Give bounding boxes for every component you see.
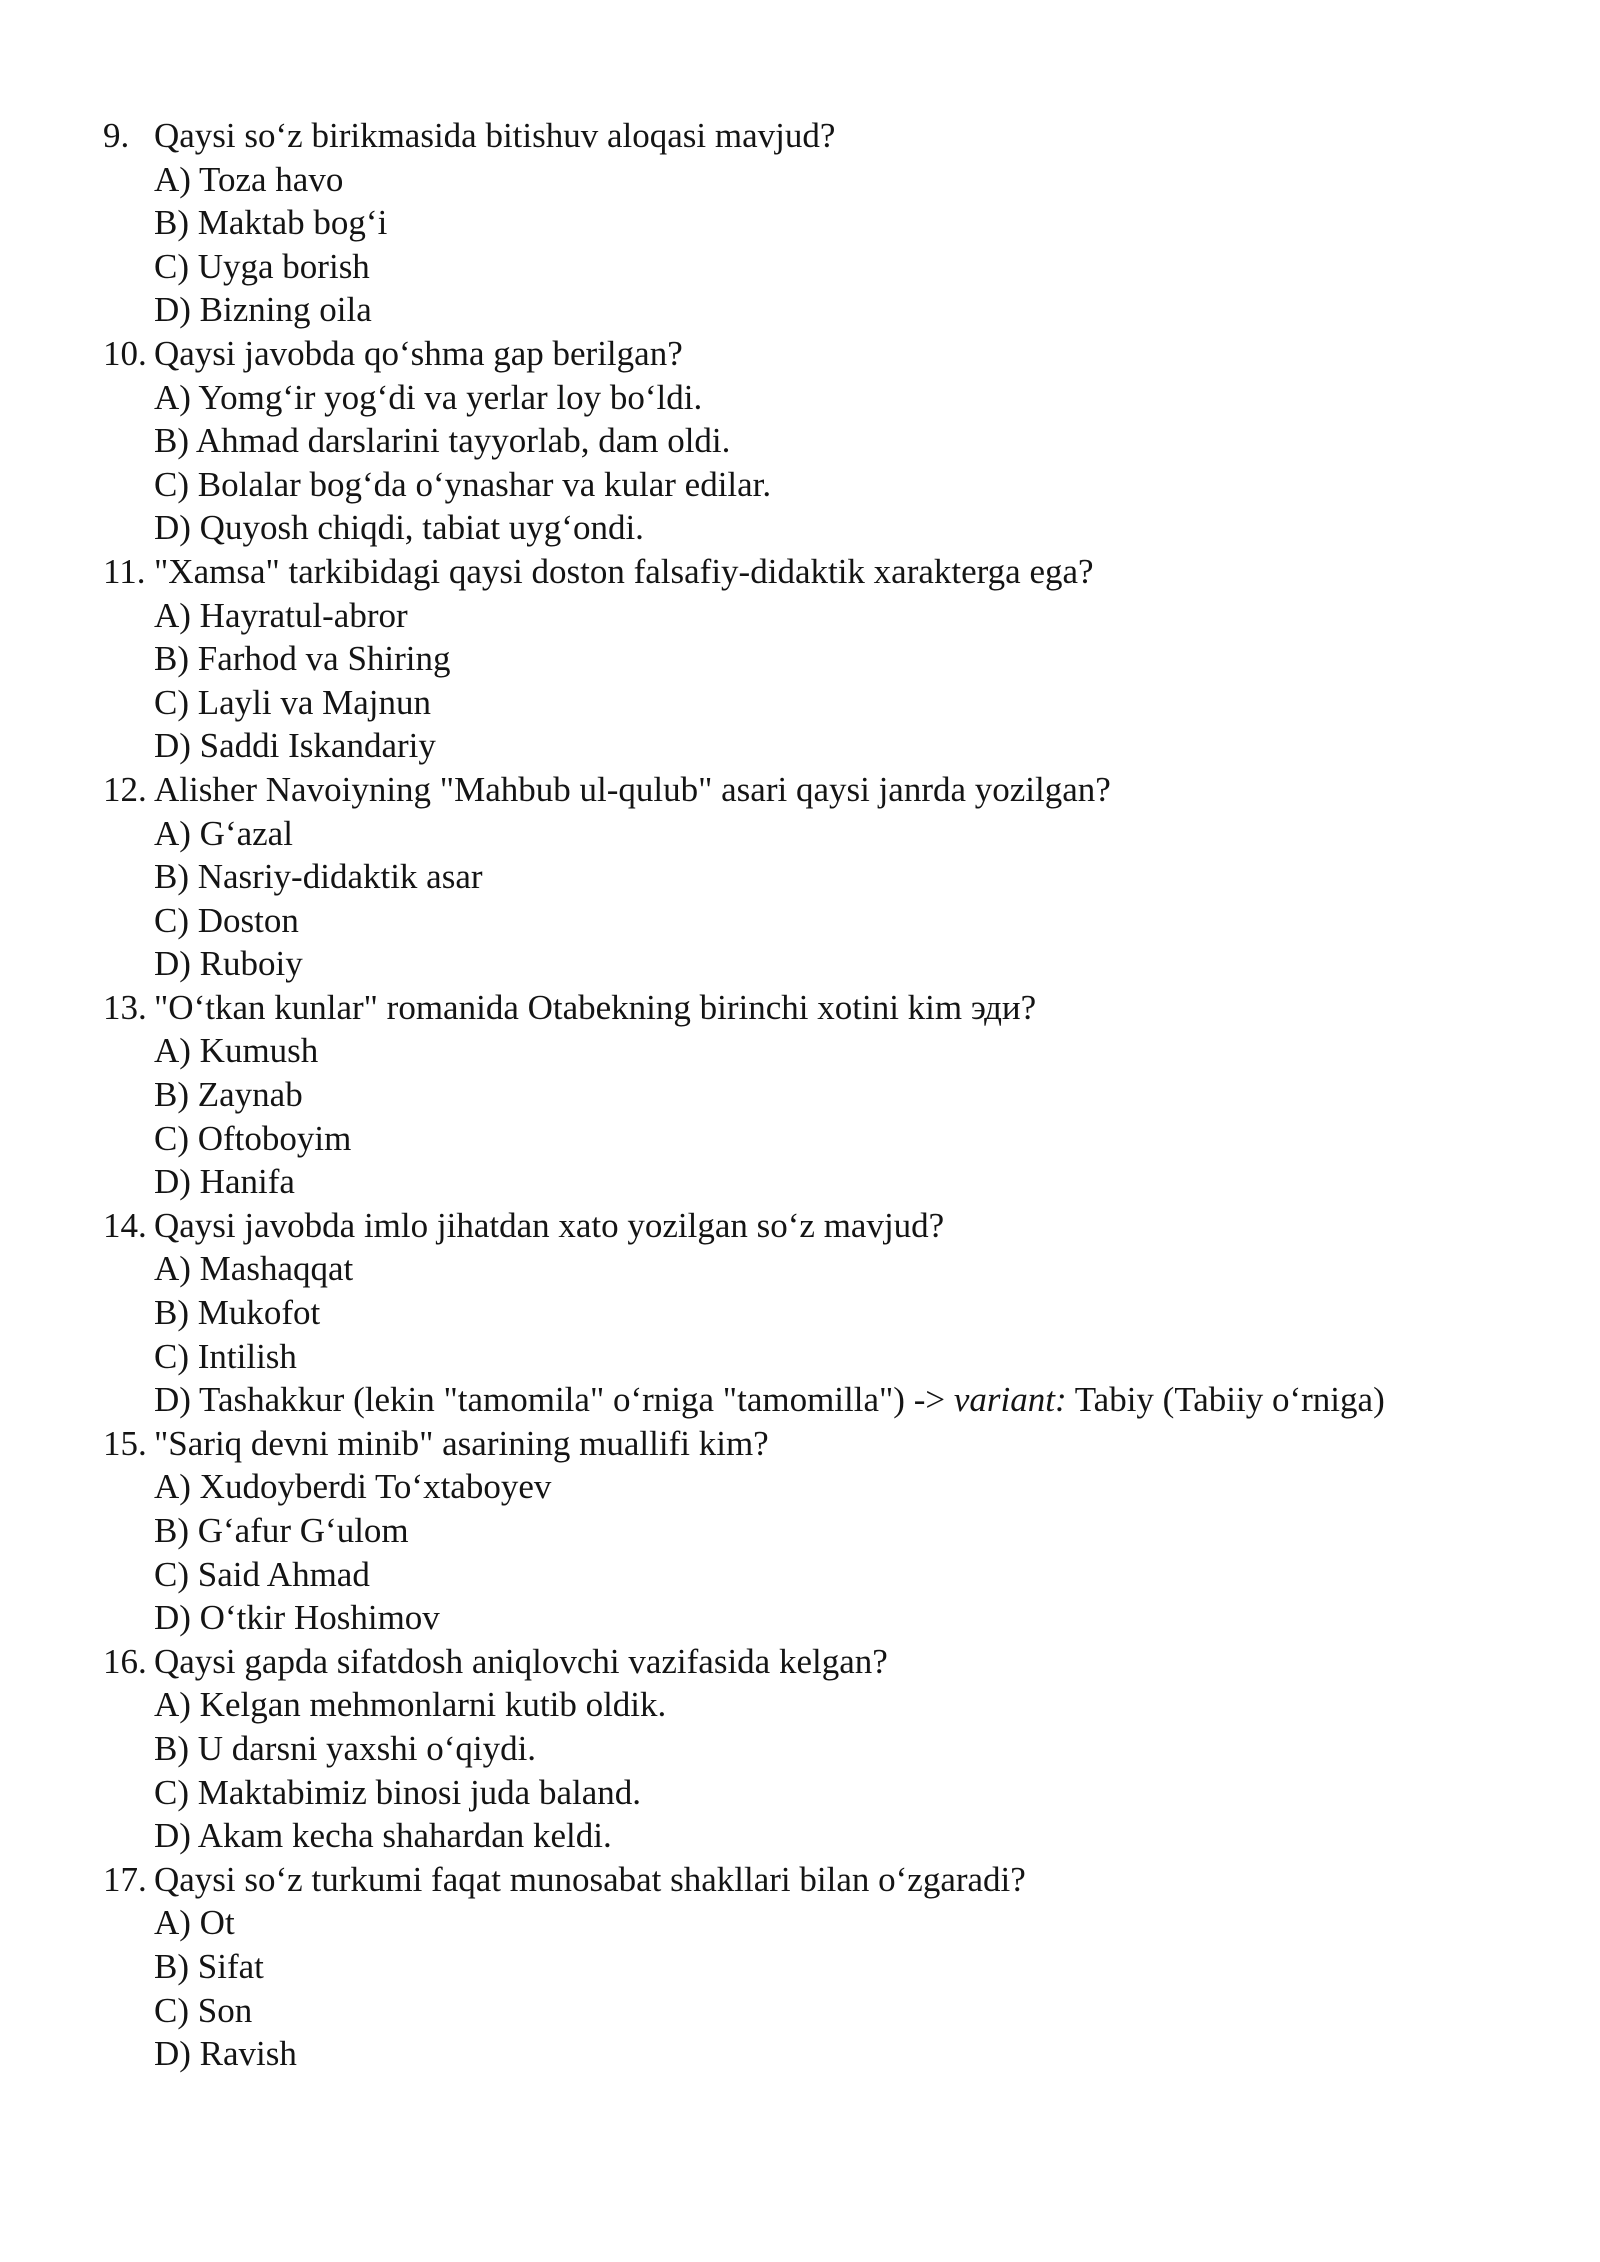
question-text: Qaysi gapda sifatdosh aniqlovchi vazifasida kelgan? [154, 1641, 888, 1681]
option-d [103, 1378, 1563, 1422]
question-text: Qaysi so‘z birikmasida bitishuv aloqasi mavjud? [154, 116, 836, 155]
option-c: C) Son [154, 1990, 253, 2030]
question-17 [103, 1858, 1563, 2076]
option-d-text: D) Tashakkur (lekin "tamomila" o‘rniga "tamomilla") -> [154, 1380, 954, 1420]
option-d: D) Akam kecha shahardan keldi. [154, 1816, 612, 1856]
option-b: B) Maktab bog‘i [154, 203, 388, 243]
option-a: A) Kumush [154, 1031, 319, 1071]
option-c: C) Said Ahmad [154, 1554, 370, 1594]
question-line [103, 768, 1563, 812]
question-number: 10. [103, 333, 147, 373]
question-12 [103, 768, 1563, 986]
question-number: 15. [103, 1423, 147, 1463]
option-c: C) Doston [154, 900, 299, 940]
question-text: Qaysi so‘z turkumi faqat munosabat shakllari bilan o‘zgaradi? [154, 1859, 1026, 1899]
option-b: B) G‘afur G‘ulom [154, 1511, 409, 1550]
option-c: C) Bolalar bog‘da o‘ynashar va kular edilar. [154, 464, 772, 504]
option-c: C) Uyga borish [154, 246, 370, 286]
option-b: B) Sifat [154, 1946, 264, 1986]
question-text: "Xamsa" tarkibidagi qaysi doston falsafiy-didaktik xarakterga ega? [154, 551, 1094, 591]
question-13 [103, 986, 1563, 1204]
option-b: B) Mukofot [154, 1293, 321, 1333]
option-c: C) Layli va Majnun [154, 682, 432, 722]
question-line [103, 986, 1563, 1030]
option-a: A) Kelgan mehmonlarni kutib oldik. [154, 1685, 667, 1725]
option-a: A) Yomg‘ir yog‘di va yerlar loy bo‘ldi. [154, 377, 703, 417]
option-d: D) Saddi Iskandariy [154, 726, 436, 766]
question-9 [103, 114, 1563, 332]
question-10 [103, 332, 1563, 550]
question-text: Qaysi javobda qo‘shma gap berilgan? [154, 333, 683, 373]
question-number: 14. [103, 1205, 147, 1245]
question-16 [103, 1640, 1563, 1858]
question-line [103, 114, 1563, 158]
question-15 [103, 1422, 1563, 1640]
question-text: Qaysi javobda imlo jihatdan xato yozilgan so‘z mavjud? [154, 1205, 945, 1245]
option-b: B) Ahmad darslarini tayyorlab, dam oldi. [154, 421, 731, 461]
question-number: 12. [103, 769, 147, 809]
option-a: A) Toza havo [154, 159, 344, 199]
option-d: D) Hanifa [154, 1162, 295, 1202]
question-number: 16. [103, 1641, 147, 1681]
question-text: "Sariq devni minib" asarining muallifi kim? [154, 1423, 769, 1463]
question-number: 11. [103, 551, 146, 591]
question-14 [103, 1204, 1563, 1422]
question-number: 13. [103, 987, 147, 1027]
question-line [103, 1422, 1563, 1466]
question-text: Alisher Navoiyning "Mahbub ul-qulub" asari qaysi janrda yozilgan? [154, 769, 1111, 809]
question-line [103, 1640, 1563, 1684]
option-a: A) Hayratul-abror [154, 595, 408, 635]
question-11 [103, 550, 1563, 768]
option-b: B) U darsni yaxshi o‘qiydi. [154, 1728, 537, 1768]
option-c: C) Intilish [154, 1336, 297, 1376]
question-line [103, 332, 1563, 376]
option-d: D) Ruboiy [154, 944, 303, 984]
option-d: D) O‘tkir Hoshimov [154, 1598, 440, 1638]
option-d-variant-text: Tabiy (Tabiiy o‘rniga) [1066, 1380, 1385, 1420]
question-line [103, 550, 1563, 594]
question-number: 17. [103, 1859, 147, 1899]
question-line [103, 1858, 1563, 1902]
option-b: B) Farhod va Shiring [154, 639, 451, 679]
option-a: A) Ot [154, 1903, 235, 1943]
option-c: C) Oftoboyim [154, 1118, 352, 1158]
question-line [103, 1204, 1563, 1248]
option-b: B) Nasriy-didaktik asar [154, 857, 483, 897]
option-d: D) Bizning oila [154, 290, 372, 330]
question-text: "O‘tkan kunlar" romanida Otabekning birinchi xotini kim эди? [154, 987, 1037, 1027]
option-d-variant-label: variant: [953, 1380, 1067, 1420]
option-d: D) Ravish [154, 2034, 297, 2074]
option-a: A) Mashaqqat [154, 1249, 354, 1289]
option-a: A) G‘azal [154, 813, 293, 853]
option-b: B) Zaynab [154, 1075, 303, 1115]
option-c: C) Maktabimiz binosi juda baland. [154, 1772, 641, 1812]
question-list [103, 114, 1563, 2076]
option-d: D) Quyosh chiqdi, tabiat uyg‘ondi. [154, 508, 644, 548]
option-a: A) Xudoyberdi To‘xtaboyev [154, 1467, 552, 1507]
question-number: 9. [103, 116, 130, 155]
